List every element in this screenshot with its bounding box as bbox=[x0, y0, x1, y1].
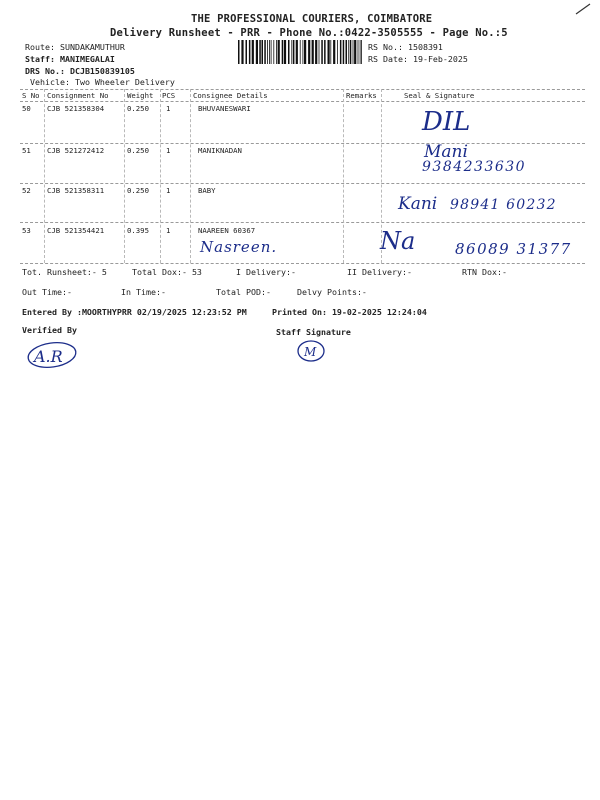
barcode-bar bbox=[291, 40, 292, 64]
row-pcs: 1 bbox=[166, 226, 171, 235]
row-rule bbox=[20, 143, 585, 144]
barcode-bar bbox=[346, 40, 348, 64]
barcode-bar bbox=[246, 40, 248, 64]
handwritten-signature: Kani bbox=[398, 194, 438, 214]
rs-date-label: RS Date: 19-Feb-2025 bbox=[368, 54, 468, 64]
barcode-bar bbox=[252, 40, 254, 64]
delvy-points: Delvy Points:- bbox=[297, 287, 367, 297]
col-divider bbox=[44, 89, 45, 263]
barcode-bar bbox=[343, 40, 345, 64]
row-consignment: CJB 521358304 bbox=[47, 104, 105, 113]
barcode-bar bbox=[238, 40, 240, 64]
staff-label: Staff: MANIMEGALAI bbox=[25, 54, 115, 64]
col-divider bbox=[343, 89, 344, 263]
handwritten-phone: 86089 31377 bbox=[455, 240, 572, 258]
staff-initial: M bbox=[304, 345, 317, 359]
barcode-bar bbox=[269, 40, 270, 64]
row-weight: 0.250 bbox=[127, 186, 149, 195]
barcode-bar bbox=[282, 40, 284, 64]
in-time: In Time:- bbox=[121, 287, 166, 297]
barcode-bar bbox=[241, 40, 243, 64]
barcode-bar bbox=[249, 40, 251, 64]
row-sno: 51 bbox=[22, 146, 31, 155]
runsheet-subtitle: Delivery Runsheet - PRR - Phone No.:0422-3505555 - Page No.:5 bbox=[110, 27, 508, 39]
row-consignee: BHUVANESWARI bbox=[198, 104, 251, 113]
barcode-bar bbox=[278, 40, 280, 64]
row-consignment: CJB 521272412 bbox=[47, 146, 105, 155]
handwritten-signature: Mani bbox=[424, 142, 468, 162]
barcode-bar bbox=[264, 40, 266, 64]
barcode-bar bbox=[271, 40, 272, 64]
barcode-bar bbox=[312, 40, 314, 64]
barcode-bar bbox=[328, 40, 330, 64]
handwritten-signature: Na bbox=[380, 227, 416, 255]
barcode-bar bbox=[337, 40, 338, 64]
row-weight: 0.395 bbox=[127, 226, 149, 235]
tot-runsheet: Tot. Runsheet:- 5 bbox=[22, 267, 107, 277]
header-consignee: Consignee Details bbox=[193, 91, 268, 100]
row-consignment: CJB 521358311 bbox=[47, 186, 105, 195]
handwritten-signature: DIL bbox=[422, 107, 471, 137]
row-pcs: 1 bbox=[166, 146, 171, 155]
row-pcs: 1 bbox=[166, 104, 171, 113]
company-title: THE PROFESSIONAL COURIERS, COIMBATORE bbox=[191, 13, 433, 25]
barcode-bar bbox=[319, 40, 320, 64]
row-sno: 53 bbox=[22, 226, 31, 235]
barcode-bar bbox=[330, 40, 331, 64]
header-remarks: Remarks bbox=[346, 91, 377, 100]
table-header-rule bbox=[20, 101, 585, 102]
barcode-bar bbox=[276, 40, 277, 64]
row-sno: 52 bbox=[22, 186, 31, 195]
barcode-bar bbox=[304, 40, 306, 64]
total-dox: Total Dox:- 53 bbox=[132, 267, 202, 277]
row-weight: 0.250 bbox=[127, 104, 149, 113]
route-label: Route: SUNDAKAMUTHUR bbox=[25, 42, 125, 52]
vehicle-label: Vehicle: Two Wheeler Delivery bbox=[30, 77, 175, 87]
barcode-bar bbox=[361, 40, 362, 64]
rtn-dox: RTN Dox:- bbox=[462, 267, 507, 277]
handwritten-note: Nasreen. bbox=[200, 238, 278, 256]
barcode-bar bbox=[350, 40, 352, 64]
printed-on: Printed On: 19-02-2025 12:24:04 bbox=[272, 307, 427, 317]
barcode-bar bbox=[358, 40, 359, 64]
barcode-bar bbox=[262, 40, 264, 64]
barcode-bar bbox=[267, 40, 268, 64]
header-sno: S No bbox=[22, 91, 40, 100]
barcode-bar bbox=[273, 40, 274, 64]
header-weight: Weight bbox=[127, 91, 154, 100]
row-consignment: CJB 521354421 bbox=[47, 226, 105, 235]
header-pcs: PCS bbox=[162, 91, 176, 100]
barcode-bar bbox=[324, 40, 326, 64]
barcode-bar bbox=[256, 40, 258, 64]
drs-label: DRS No.: DCJB150839105 bbox=[25, 66, 135, 76]
row-consignee: MANIKNADAN bbox=[198, 146, 242, 155]
ii-delivery: II Delivery:- bbox=[347, 267, 412, 277]
entered-by: Entered By :MOORTHYPRR 02/19/2025 12:23:52 PM bbox=[22, 307, 247, 317]
row-rule bbox=[20, 183, 585, 184]
row-consignee: BABY bbox=[198, 186, 216, 195]
barcode-bar bbox=[340, 40, 342, 64]
row-rule bbox=[20, 222, 585, 223]
header-seal-signature: Seal & Signature bbox=[404, 91, 475, 100]
corner-mark-icon bbox=[574, 2, 592, 16]
staff-signature-icon bbox=[295, 338, 329, 364]
table-bottom-rule bbox=[20, 263, 585, 264]
barcode-bar bbox=[353, 40, 354, 64]
verified-signature-icon bbox=[22, 338, 92, 370]
row-weight: 0.250 bbox=[127, 146, 149, 155]
verified-initials: A.R bbox=[34, 347, 63, 366]
out-time: Out Time:- bbox=[22, 287, 72, 297]
table-top-rule bbox=[20, 89, 585, 90]
barcode-bar bbox=[360, 40, 361, 64]
barcode-bar bbox=[293, 40, 295, 64]
row-sno: 50 bbox=[22, 104, 31, 113]
barcode-bar bbox=[315, 40, 317, 64]
staff-signature-label: Staff Signature bbox=[276, 327, 351, 337]
barcode-bar bbox=[348, 40, 349, 64]
barcode-bar bbox=[308, 40, 310, 64]
barcode-bar bbox=[333, 40, 335, 64]
barcode bbox=[238, 40, 363, 64]
barcode-bar bbox=[284, 40, 286, 64]
row-consignee: NAAREEN 60367 bbox=[198, 226, 256, 235]
i-delivery: I Delivery:- bbox=[236, 267, 296, 277]
col-divider bbox=[190, 89, 191, 263]
row-pcs: 1 bbox=[166, 186, 171, 195]
handwritten-phone: 9384233630 bbox=[422, 159, 527, 175]
barcode-bar bbox=[354, 40, 356, 64]
barcode-bar bbox=[303, 40, 304, 64]
col-divider bbox=[124, 89, 125, 263]
barcode-bar bbox=[296, 40, 298, 64]
header-consignment: Consignment No bbox=[47, 91, 109, 100]
barcode-bar bbox=[321, 40, 323, 64]
total-pod: Total POD:- bbox=[216, 287, 271, 297]
barcode-bar bbox=[300, 40, 301, 64]
handwritten-phone: 98941 60232 bbox=[450, 197, 557, 213]
barcode-bar bbox=[288, 40, 290, 64]
verified-by-label: Verified By bbox=[22, 325, 77, 335]
barcode-bar bbox=[259, 40, 261, 64]
rs-no-label: RS No.: 1508391 bbox=[368, 42, 443, 52]
col-divider bbox=[160, 89, 161, 263]
